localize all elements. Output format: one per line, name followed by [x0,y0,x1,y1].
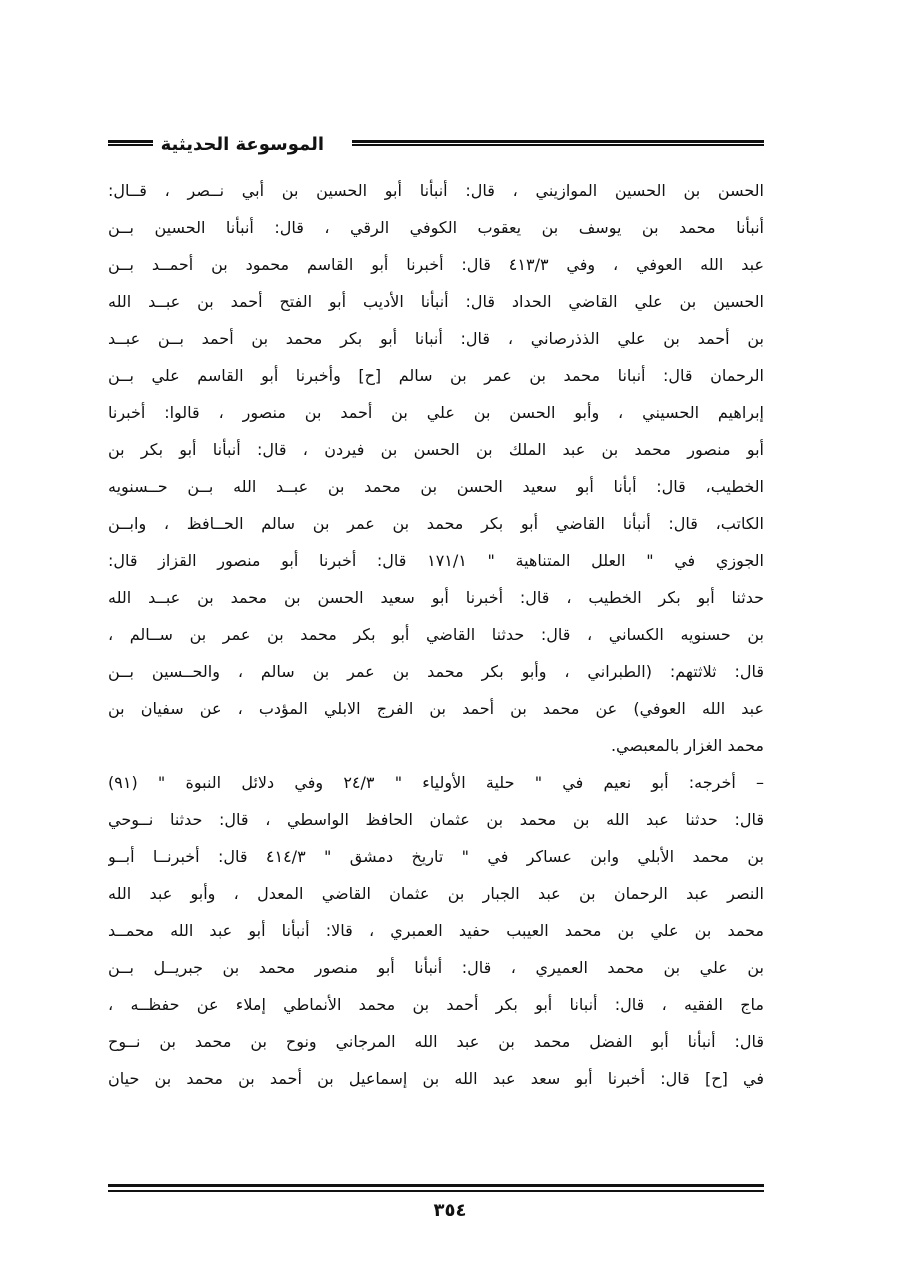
text-line: الحسن بن الحسين الموازيني ، قال: أنبأنا أبو الحسين بن أبي نــصر ، قــال: [108,181,764,200]
running-header [108,128,764,162]
text-line: الرحمان قال: أنبانا محمد بن عمر بن سالم [ح] وأخبرنا أبو القاسم علي بــن [108,366,764,385]
text-line: ماج الفقيه ، قال: أنبانا أبو بكر أحمد بن محمد الأنماطي إملاء عن حفظــه ، [108,995,764,1014]
header-title: الموسوعة الحديثية [153,128,332,162]
text-line: محمد الغزار بالمعبصي. [610,736,764,755]
text-line: النصر عبد الرحمان بن عبد الجبار بن عثمان القاضي المعدل ، وأبو عبد الله [108,884,764,903]
text-line: الكاتب، قال: أنبأنا القاضي أبو بكر محمد بن عمر بن سالم الحــافظ ، وابــن [108,514,764,533]
text-line: بن أحمد بن علي الذذرصاني ، قال: أنبانا أبو بكر محمد بن أحمد بــن عبــد [108,329,764,348]
page-number: ٣٥٤ [433,1200,467,1221]
text-line: قال: ثلاثتهم: (الطبراني ، وأبو بكر محمد بن عمر بن سالم ، والحــسين بــن [108,662,764,681]
text-line: في [ح] قال: أخبرنا أبو سعد عبد الله بن إسماعيل بن أحمد بن محمد بن حيان [108,1069,764,1088]
text-line: عبد الله العوفي ، وفي ٤١٣/٣ قال: أخبرنا أبو القاسم محمود بن أحمــد بــن [108,255,764,274]
text-line: قال: أنبأنا أبو الفضل محمد بن عبد الله المرجاني ونوح بن محمد بن نــوح [108,1032,764,1051]
text-line: أنبأنا محمد بن يوسف بن يعقوب الكوفي الرقي ، قال: أنبأنا الحسين بــن [108,218,764,237]
body-text [108,172,764,1097]
text-line: إبراهيم الحسيني ، وأبو الحسن بن علي بن أحمد بن منصور ، قالوا: أخبرنا [108,403,764,422]
text-line: أبو منصور محمد بن عبد الملك بن الحسن بن فيردن ، قال: أنبأنا أبو بكر بن [108,440,764,459]
header-rule-right [352,140,764,146]
text-line: محمد بن علي بن محمد العيبب حفيد العمبري ، قالا: أنبأنا أبو عبد الله محمــد [108,921,764,940]
text-line: قال: حدثنا عبد الله بن محمد بن عثمان الحافظ الواسطي ، قال: حدثنا نــوحي [108,810,764,829]
text-line: حدثنا أبو بكر الخطيب ، قال: أخبرنا أبو سعيد الحسن بن محمد بن عبــد الله [108,588,764,607]
text-line: – أخرجه: أبو نعيم في " حلية الأولياء " ٢٤/٣ وفي دلائل النبوة " (٩١) [108,773,764,792]
text-line: عبد الله العوفي) عن محمد بن أحمد بن الفرج الابلي المؤدب ، عن سفيان بن [108,699,764,718]
text-line: بن محمد الأبلي وابن عساكر في " تاريخ دمشق " ٤١٤/٣ قال: أخبرنــا أبــو [108,847,764,866]
text-line: الجوزي في " العلل المتناهية " ١٧١/١ قال: أخبرنا أبو منصور القزاز قال: [108,551,764,570]
footer-rule [108,1184,764,1192]
text-line: الخطيب، قال: أبأنا أبو سعيد الحسن بن محمد بن عبــد الله بــن حــسنويه [108,477,764,496]
text-line: بن حسنويه الكساني ، قال: حدثنا القاضي أبو بكر محمد بن عمر بن ســالم ، [108,625,764,644]
text-line: بن علي بن محمد العميري ، قال: أنبأنا أبو منصور محمد بن جبريــل بــن [108,958,764,977]
text-line: الحسين بن علي القاضي الحداد قال: أنبأنا الأديب أبو الفتح أحمد بن عبــد الله [108,292,764,311]
